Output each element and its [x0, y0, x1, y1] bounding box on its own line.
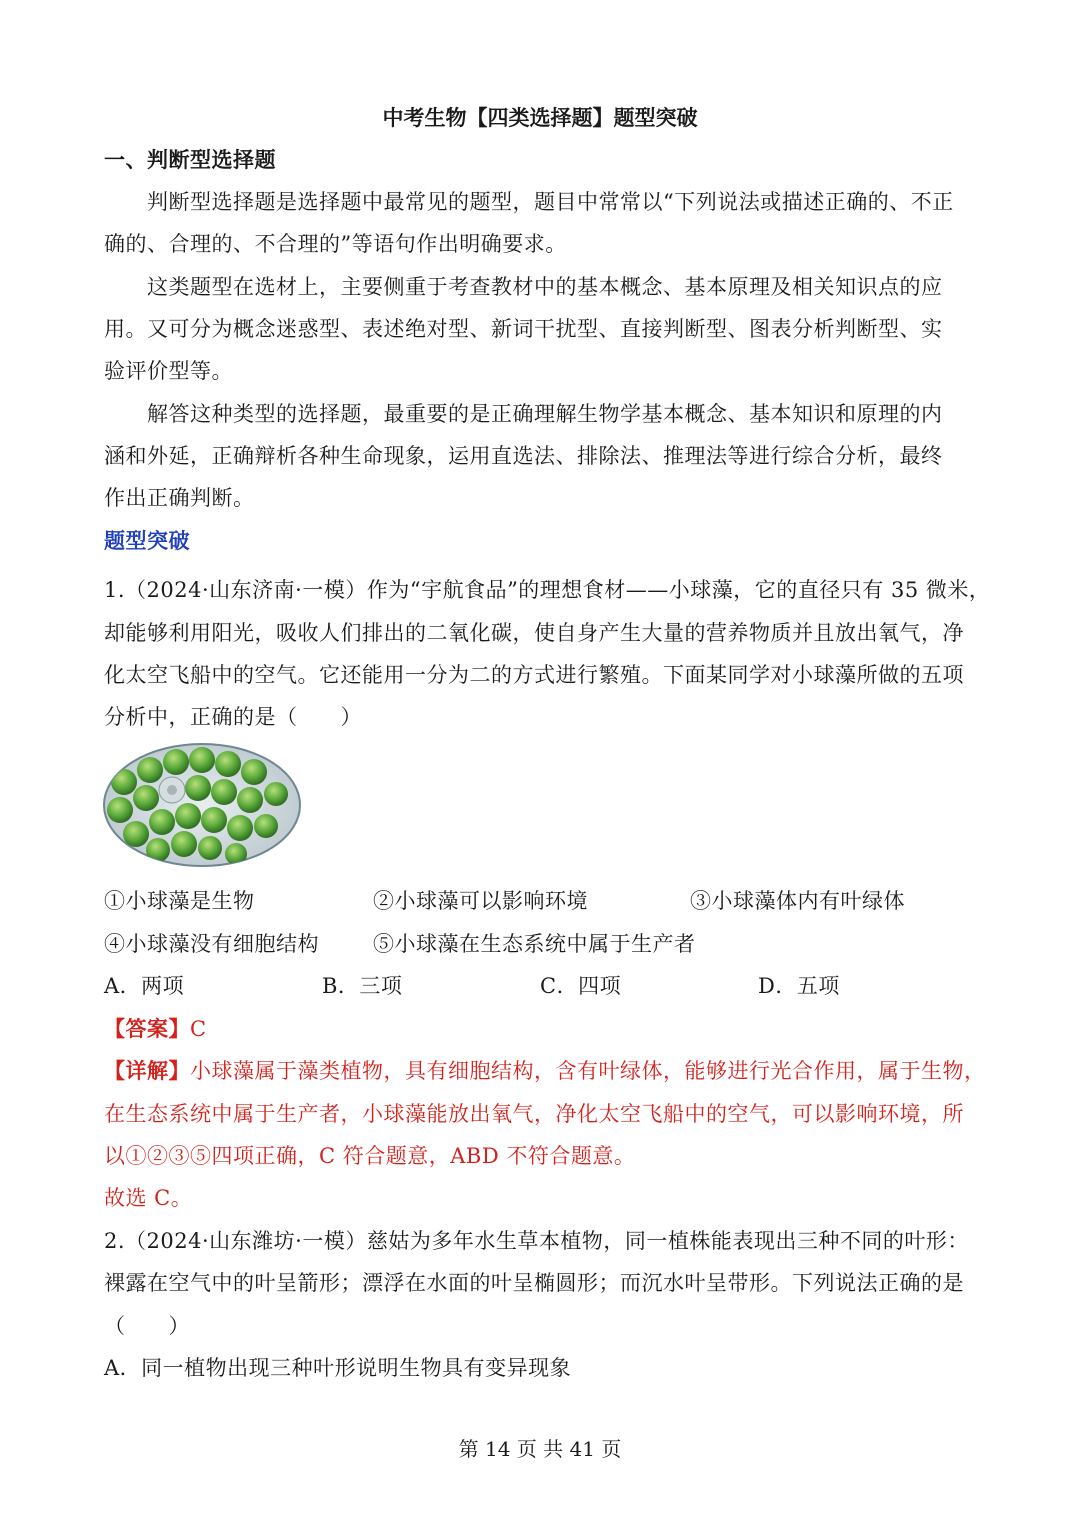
intro-line: 解答这种类型的选择题，最重要的是正确理解生物学基本概念、基本知识和原理的内 — [147, 402, 943, 426]
detail-line: 在生态系统中属于生产者，小球藻能放出氧气，净化太空飞船中的空气，可以影响环境，所 — [104, 1102, 964, 1126]
answer-line — [104, 1014, 207, 1044]
question-2-line: 裸露在空气中的叶呈箭形；漂浮在水面的叶呈椭圆形；而沉水叶呈带形。下列说法正确的是 — [104, 1271, 964, 1295]
breakthrough-heading: 题型突破 — [104, 529, 190, 553]
statement-2: ②小球藻可以影响环境 — [373, 889, 588, 913]
statement-3: ③小球藻体内有叶绿体 — [690, 889, 905, 913]
answer-value: C — [190, 1017, 207, 1041]
intro-line: 判断型选择题是选择题中最常见的题型，题目中常常以“下列说法或描述正确的、不正 — [147, 190, 954, 214]
section-heading: 一、判断型选择题 — [104, 148, 276, 172]
conclusion: 故选 C。 — [104, 1186, 193, 1210]
question-1-line: 化太空飞船中的空气。它还能用一分为二的方式进行繁殖。下面某同学对小球藻所做的五项 — [104, 663, 964, 687]
page-footer: 第 14 页 共 41 页 — [458, 1437, 622, 1461]
question-2-choice-a: A．同一植物出现三种叶形说明生物具有变异现象 — [104, 1356, 572, 1380]
detail-line: 以①②③⑤四项正确，C 符合题意，ABD 不符合题意。 — [104, 1144, 636, 1168]
detail-text: 小球藻属于藻类植物，具有细胞结构，含有叶绿体，能够进行光合作用，属于生物， — [190, 1059, 986, 1083]
choice-b: B．三项 — [322, 974, 403, 998]
intro-line: 涵和外延，正确辩析各种生命现象，运用直选法、排除法、推理法等进行综合分析，最终 — [104, 444, 943, 468]
choice-c: C．四项 — [540, 974, 622, 998]
question-1-line: 1.（2024·山东济南·一模）作为“宇航食品”的理想食材——小球藻，它的直径只有 35 微米， — [104, 578, 991, 602]
question-2-line: 2.（2024·山东潍坊·一模）慈姑为多年水生草本植物，同一植株能表现出三种不同的叶形： — [104, 1229, 969, 1253]
question-2-line: （ ） — [104, 1314, 190, 1338]
detail-line — [104, 1056, 986, 1086]
chlorella-microscope-image — [102, 742, 302, 868]
question-1-line: 分析中，正确的是（ ） — [104, 705, 362, 729]
choice-a: A．两项 — [104, 974, 185, 998]
choice-d: D．五项 — [758, 974, 840, 998]
intro-line: 验评价型等。 — [104, 359, 233, 383]
answer-label: 【答案】 — [104, 1017, 190, 1041]
intro-line: 这类题型在选材上，主要侧重于考查教材中的基本概念、基本原理及相关知识点的应 — [147, 275, 943, 299]
intro-line: 作出正确判断。 — [104, 486, 255, 510]
statement-1: ①小球藻是生物 — [104, 889, 255, 913]
page-title: 中考生物【四类选择题】题型突破 — [382, 106, 698, 130]
intro-line: 用。又可分为概念迷惑型、表述绝对型、新词干扰型、直接判断型、图表分析判断型、实 — [104, 317, 943, 341]
statement-5: ⑤小球藻在生态系统中属于生产者 — [373, 932, 696, 956]
intro-line: 确的、合理的、不合理的”等语句作出明确要求。 — [104, 232, 567, 256]
statement-4: ④小球藻没有细胞结构 — [104, 932, 319, 956]
detail-label: 【详解】 — [104, 1059, 190, 1083]
question-1-line: 却能够利用阳光，吸收人们排出的二氧化碳，使自身产生大量的营养物质并且放出氧气，净 — [104, 621, 964, 645]
